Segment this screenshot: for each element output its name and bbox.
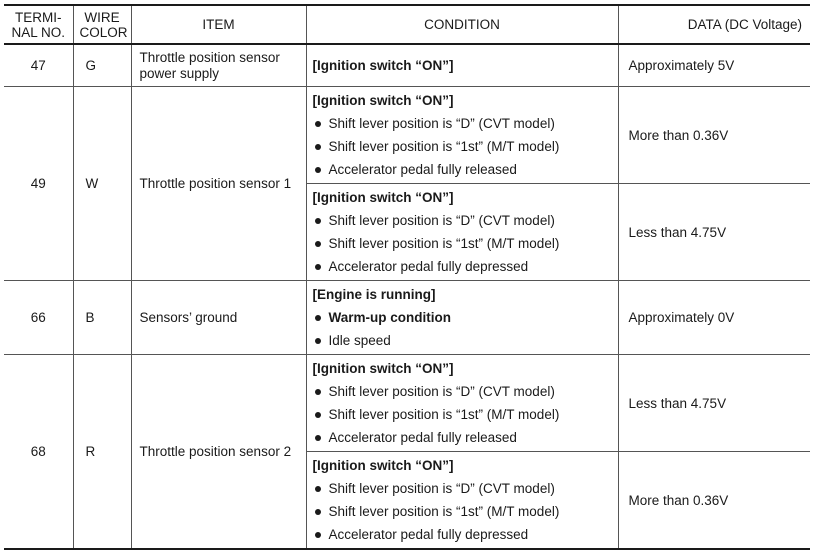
- bullet-icon: [315, 338, 321, 344]
- header-wire: [73, 5, 131, 44]
- condition-text: Shift lever position is “1st” (M/T model): [328, 236, 560, 251]
- item-name: [131, 44, 306, 87]
- condition-bullet: [313, 380, 612, 403]
- table-row: [4, 355, 810, 452]
- condition-text: Idle speed: [328, 333, 391, 348]
- condition-heading: [Engine is running]: [312, 287, 436, 302]
- item-name-line1: Throttle position sensor: [139, 49, 280, 65]
- header-terminal: [4, 5, 73, 44]
- condition-heading: [Ignition switch “ON”]: [312, 190, 454, 205]
- condition-cell: [306, 281, 618, 355]
- data-value: More than 0.36V: [618, 87, 810, 184]
- terminal-no: 49: [4, 87, 73, 281]
- item-name-line2: power supply: [139, 65, 220, 81]
- bullet-icon: [315, 264, 321, 270]
- bullet-icon: [315, 486, 321, 492]
- bullet-icon: [315, 412, 321, 418]
- condition-text: Shift lever position is “D” (CVT model): [328, 116, 555, 131]
- terminal-no: 68: [4, 355, 73, 550]
- terminal-no: 66: [4, 281, 73, 355]
- condition-bullet: [313, 255, 612, 278]
- condition-text: Shift lever position is “D” (CVT model): [328, 384, 555, 399]
- condition-text: Accelerator pedal fully released: [328, 162, 517, 177]
- condition-bullet: [313, 306, 612, 329]
- bullet-icon: [315, 121, 321, 127]
- condition-text: Accelerator pedal fully depressed: [328, 259, 529, 274]
- condition-bullet: [313, 523, 612, 546]
- terminal-no: 47: [4, 44, 73, 87]
- bullet-icon: [315, 218, 321, 224]
- bullet-icon: [315, 509, 321, 515]
- data-value: Approximately 0V: [618, 281, 810, 355]
- condition-cell: [306, 355, 618, 452]
- table-row: [4, 281, 810, 355]
- condition-text: Accelerator pedal fully released: [328, 430, 517, 445]
- header-condition: CONDITION: [306, 5, 618, 44]
- wire-color: W: [73, 87, 131, 281]
- terminal-data-table: [4, 4, 810, 550]
- table-row: [4, 87, 810, 184]
- condition-bullet: [313, 158, 612, 181]
- condition-bullet: [313, 209, 612, 232]
- condition-text: Shift lever position is “1st” (M/T model): [328, 139, 560, 154]
- condition-text: Shift lever position is “1st” (M/T model): [328, 407, 560, 422]
- item-name: Sensors’ ground: [131, 281, 306, 355]
- condition-text: Shift lever position is “D” (CVT model): [328, 481, 555, 496]
- condition-bullet: [313, 135, 612, 158]
- bullet-icon: [315, 435, 321, 441]
- condition-heading: [Ignition switch “ON”]: [312, 93, 454, 108]
- condition-bullet: [313, 112, 612, 135]
- condition-heading: [Ignition switch “ON”]: [312, 458, 454, 473]
- condition-bullet: [313, 329, 612, 352]
- condition-cell: [306, 44, 618, 87]
- data-value: Approximately 5V: [618, 44, 810, 87]
- wire-color: B: [73, 281, 131, 355]
- item-name: Throttle position sensor 2: [131, 355, 306, 550]
- condition-cell: [306, 452, 618, 550]
- header-item: ITEM: [131, 5, 306, 44]
- header-terminal-line1: TERMI-: [15, 9, 62, 25]
- condition-text: Warm-up condition: [328, 310, 451, 325]
- condition-text: Shift lever position is “1st” (M/T model): [328, 504, 560, 519]
- item-name: Throttle position sensor 1: [131, 87, 306, 281]
- header-data: DATA (DC Voltage): [618, 5, 810, 44]
- bullet-icon: [315, 167, 321, 173]
- condition-bullet: [313, 426, 612, 449]
- header-wire-line2: COLOR: [79, 24, 128, 40]
- bullet-icon: [315, 241, 321, 247]
- condition-text: Shift lever position is “D” (CVT model): [328, 213, 555, 228]
- condition-text: Accelerator pedal fully depressed: [328, 527, 529, 542]
- bullet-icon: [315, 532, 321, 538]
- data-value: Less than 4.75V: [618, 355, 810, 452]
- condition-heading: [Ignition switch “ON”]: [312, 58, 454, 73]
- condition-cell: [306, 87, 618, 184]
- header-wire-line1: WIRE: [84, 9, 120, 25]
- condition-bullet: [313, 500, 612, 523]
- data-value: More than 0.36V: [618, 452, 810, 550]
- bullet-icon: [315, 144, 321, 150]
- condition-cell: [306, 184, 618, 281]
- data-value: Less than 4.75V: [618, 184, 810, 281]
- condition-bullet: [313, 477, 612, 500]
- wire-color: G: [73, 44, 131, 87]
- header-row: [4, 5, 810, 44]
- table-row: [4, 44, 810, 87]
- header-terminal-line2: NAL NO.: [11, 24, 65, 40]
- wire-color: R: [73, 355, 131, 550]
- condition-bullet: [313, 232, 612, 255]
- bullet-icon: [315, 389, 321, 395]
- condition-bullet: [313, 403, 612, 426]
- bullet-icon: [315, 315, 321, 321]
- condition-heading: [Ignition switch “ON”]: [312, 361, 454, 376]
